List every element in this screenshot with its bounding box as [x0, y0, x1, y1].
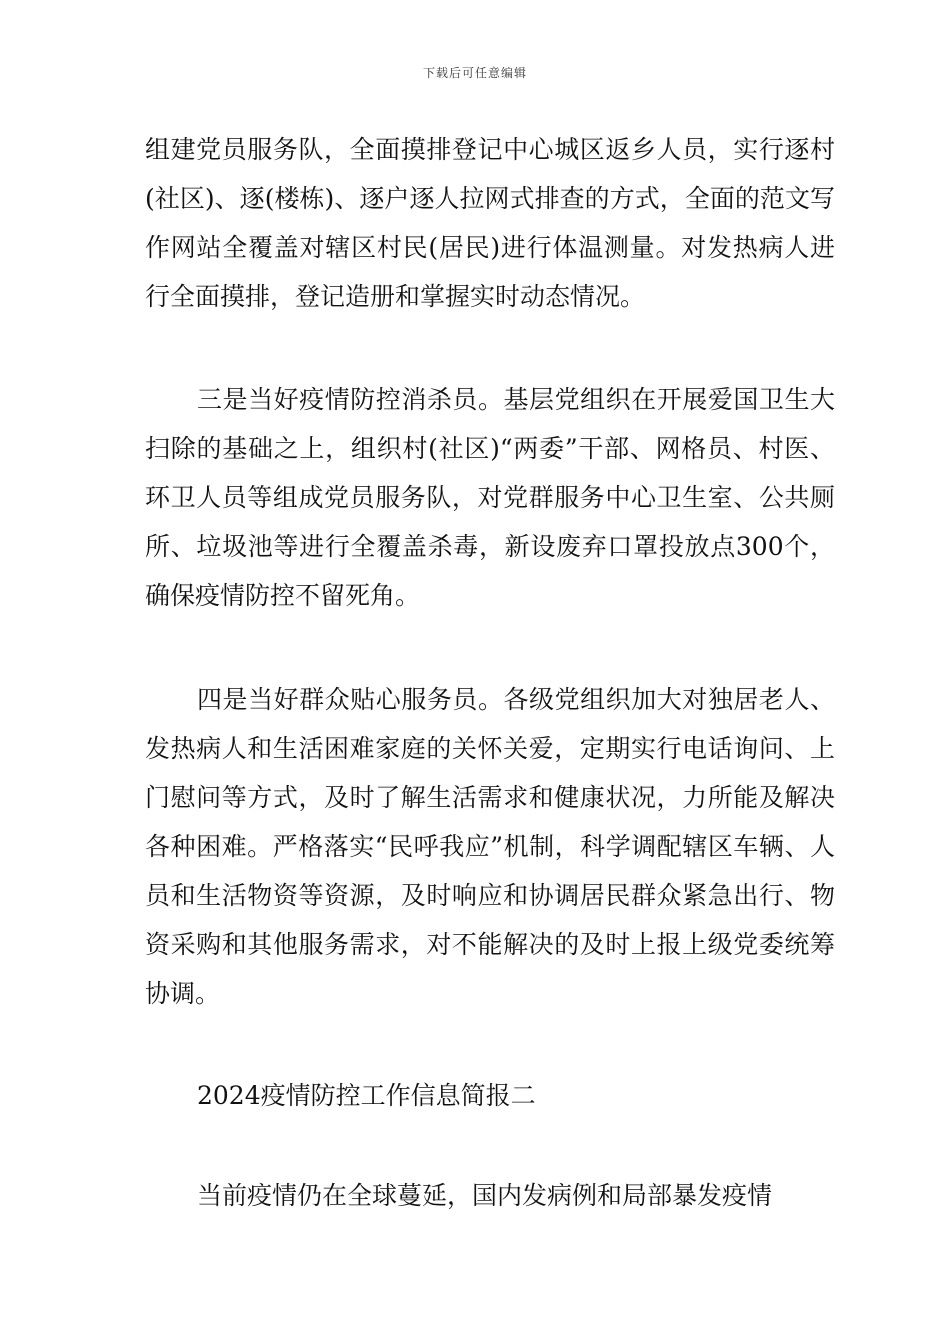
paragraph-4: 当前疫情仍在全球蔓延，国内发病例和局部暴发疫情	[197, 1181, 773, 1210]
paragraph-1: 组建党员服务队，全面摸排登记中心城区返乡人员，实行逐村(社区)、逐(楼栋)、逐户逐人拉网式排查的方式，全面的范文写作网站全覆盖对辖区村民(居民)进行体温测量。对发热病人进行全面摸排，登记造册和掌握实时动态情况。	[145, 135, 835, 311]
paragraph-3: 四是当好群众贴心服务员。各级党组织加大对独居老人、发热病人和生活困难家庭的关怀关爱，定期实行电话询问、上门慰问等方式，及时了解生活需求和健康状况，力所能及解决各种困难。严格落实“民呼我应”机制，科学调配辖区车辆、人员和生活物资等资源，及时响应和协调居民群众紧急出行、物资采购和其他服务需求，对不能解决的及时上报上级党委统筹协调。	[145, 685, 835, 1008]
page-header: 下载后可任意编辑	[422, 66, 527, 80]
section-heading: 2024疫情防控工作信息简报二	[197, 1081, 536, 1110]
paragraph-2: 三是当好疫情防控消杀员。基层党组织在开展爱国卫生大扫除的基础之上，组织村(社区)“两委”干部、网格员、村医、环卫人员等组成党员服务队，对党群服务中心卫生室、公共厕所、垃圾池等进行全覆盖杀毒，新设废弃口罩投放点300个，确保疫情防控不留死角。	[145, 385, 835, 610]
